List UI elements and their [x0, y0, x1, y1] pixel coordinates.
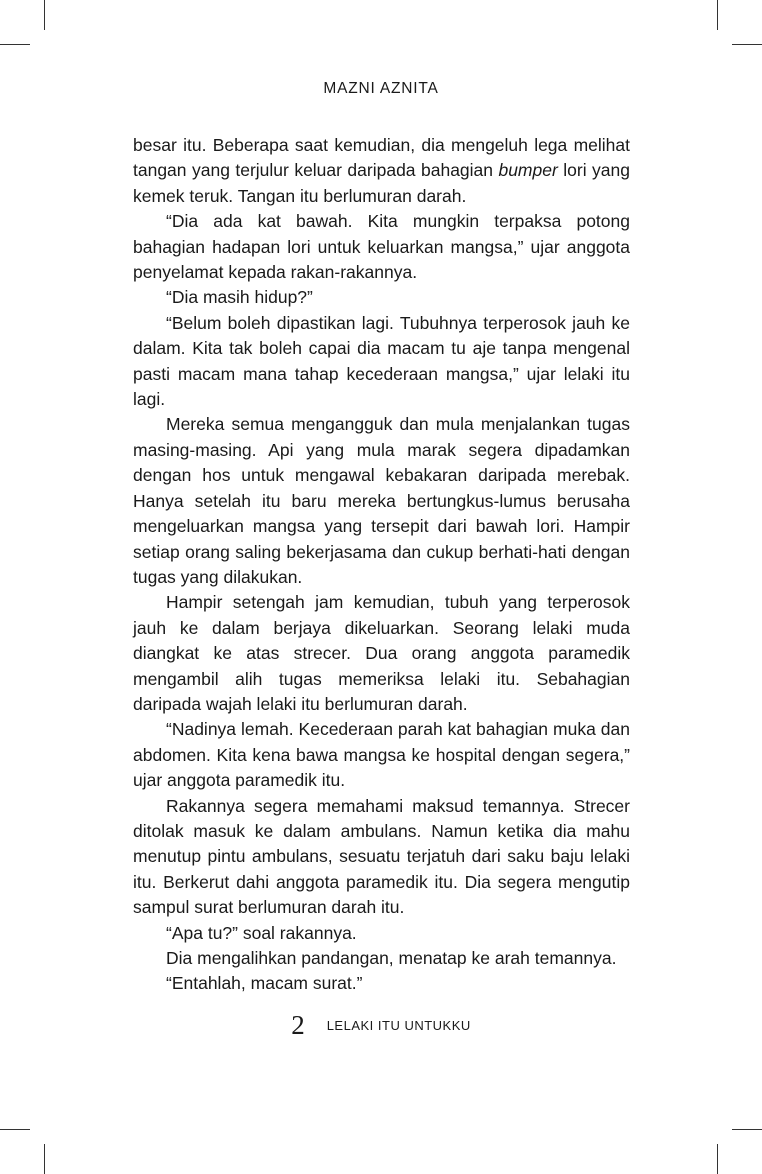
paragraph: “Belum boleh dipastikan lagi. Tubuhnya terperosok jauh ke dalam. Kita tak boleh capai dia macam tu aje tanpa mengenal pasti macam mana tahap kecederaan mangsa,” ujar lelaki itu lagi.: [133, 312, 630, 410]
crop-mark: [44, 0, 45, 30]
running-head: MAZNI AZNITA: [323, 80, 439, 97]
paragraph: Rakannya segera memahami maksud temannya. Strecer ditolak masuk ke dalam ambulans. Namun ketika dia mahu menutup pintu ambulans, sesuatu terjatuh dari saku baju lelaki itu. Berkerut dahi anggota paramedik itu. Dia segera mengutip sampul surat berlumuran darah itu.: [133, 795, 630, 918]
crop-mark: [732, 44, 762, 45]
crop-mark: [717, 0, 718, 30]
paragraph: besar itu. Beberapa saat kemudian, dia mengeluh lega melihat tangan yang terjulur keluar daripada bahagian bumper lori yang kemek teruk. Tangan itu berlumuran darah.: [133, 135, 630, 206]
paragraph: “Dia masih hidup?”: [166, 287, 313, 308]
crop-mark: [717, 1144, 718, 1174]
crop-mark: [44, 1144, 45, 1174]
paragraph: “Nadinya lemah. Kecederaan parah kat bahagian muka dan abdomen. Kita kena bawa mangsa ke hospital dengan segera,” ujar anggota paramedik itu.: [133, 719, 630, 791]
paragraph: Mereka semua mengangguk dan mula menjalankan tugas masing-masing. Api yang mula marak segera dipadamkan dengan hos untuk mengawal kebakaran daripada merebak. Hanya setelah itu baru mereka bertungkus-lumus berusaha mengeluarkan mangsa yang tersepit dari bawah lori. Hampir setiap orang saling bekerjasama dan cukup berhati-hati dengan tugas yang dilakukan.: [133, 414, 630, 587]
book-title: LELAKI ITU UNTUKKU: [326, 1018, 471, 1033]
crop-mark: [732, 1129, 762, 1130]
crop-mark: [0, 44, 30, 45]
paragraph: “Dia ada kat bawah. Kita mungkin terpaksa potong bahagian hadapan lori untuk keluarkan mangsa,” ujar anggota penyelamat kepada rakan-rakannya.: [133, 211, 630, 283]
crop-mark: [0, 1129, 30, 1130]
body-text: [133, 133, 630, 997]
page-footer: [0, 1010, 762, 1041]
paragraph: “Apa tu?” soal rakannya.: [166, 922, 357, 943]
page-number: 2: [291, 1010, 305, 1040]
paragraph: Dia mengalihkan pandangan, menatap ke arah temannya.: [166, 948, 617, 968]
paragraph: “Entahlah, macam surat.”: [166, 973, 363, 994]
paragraph: Hampir setengah jam kemudian, tubuh yang terperosok jauh ke dalam berjaya dikeluarkan. Seorang lelaki muda diangkat ke atas strecer. Dua orang anggota paramedik mengambil alih tugas memeriksa lelaki itu. Sebahagian daripada wajah lelaki itu berlumuran darah.: [133, 592, 630, 714]
